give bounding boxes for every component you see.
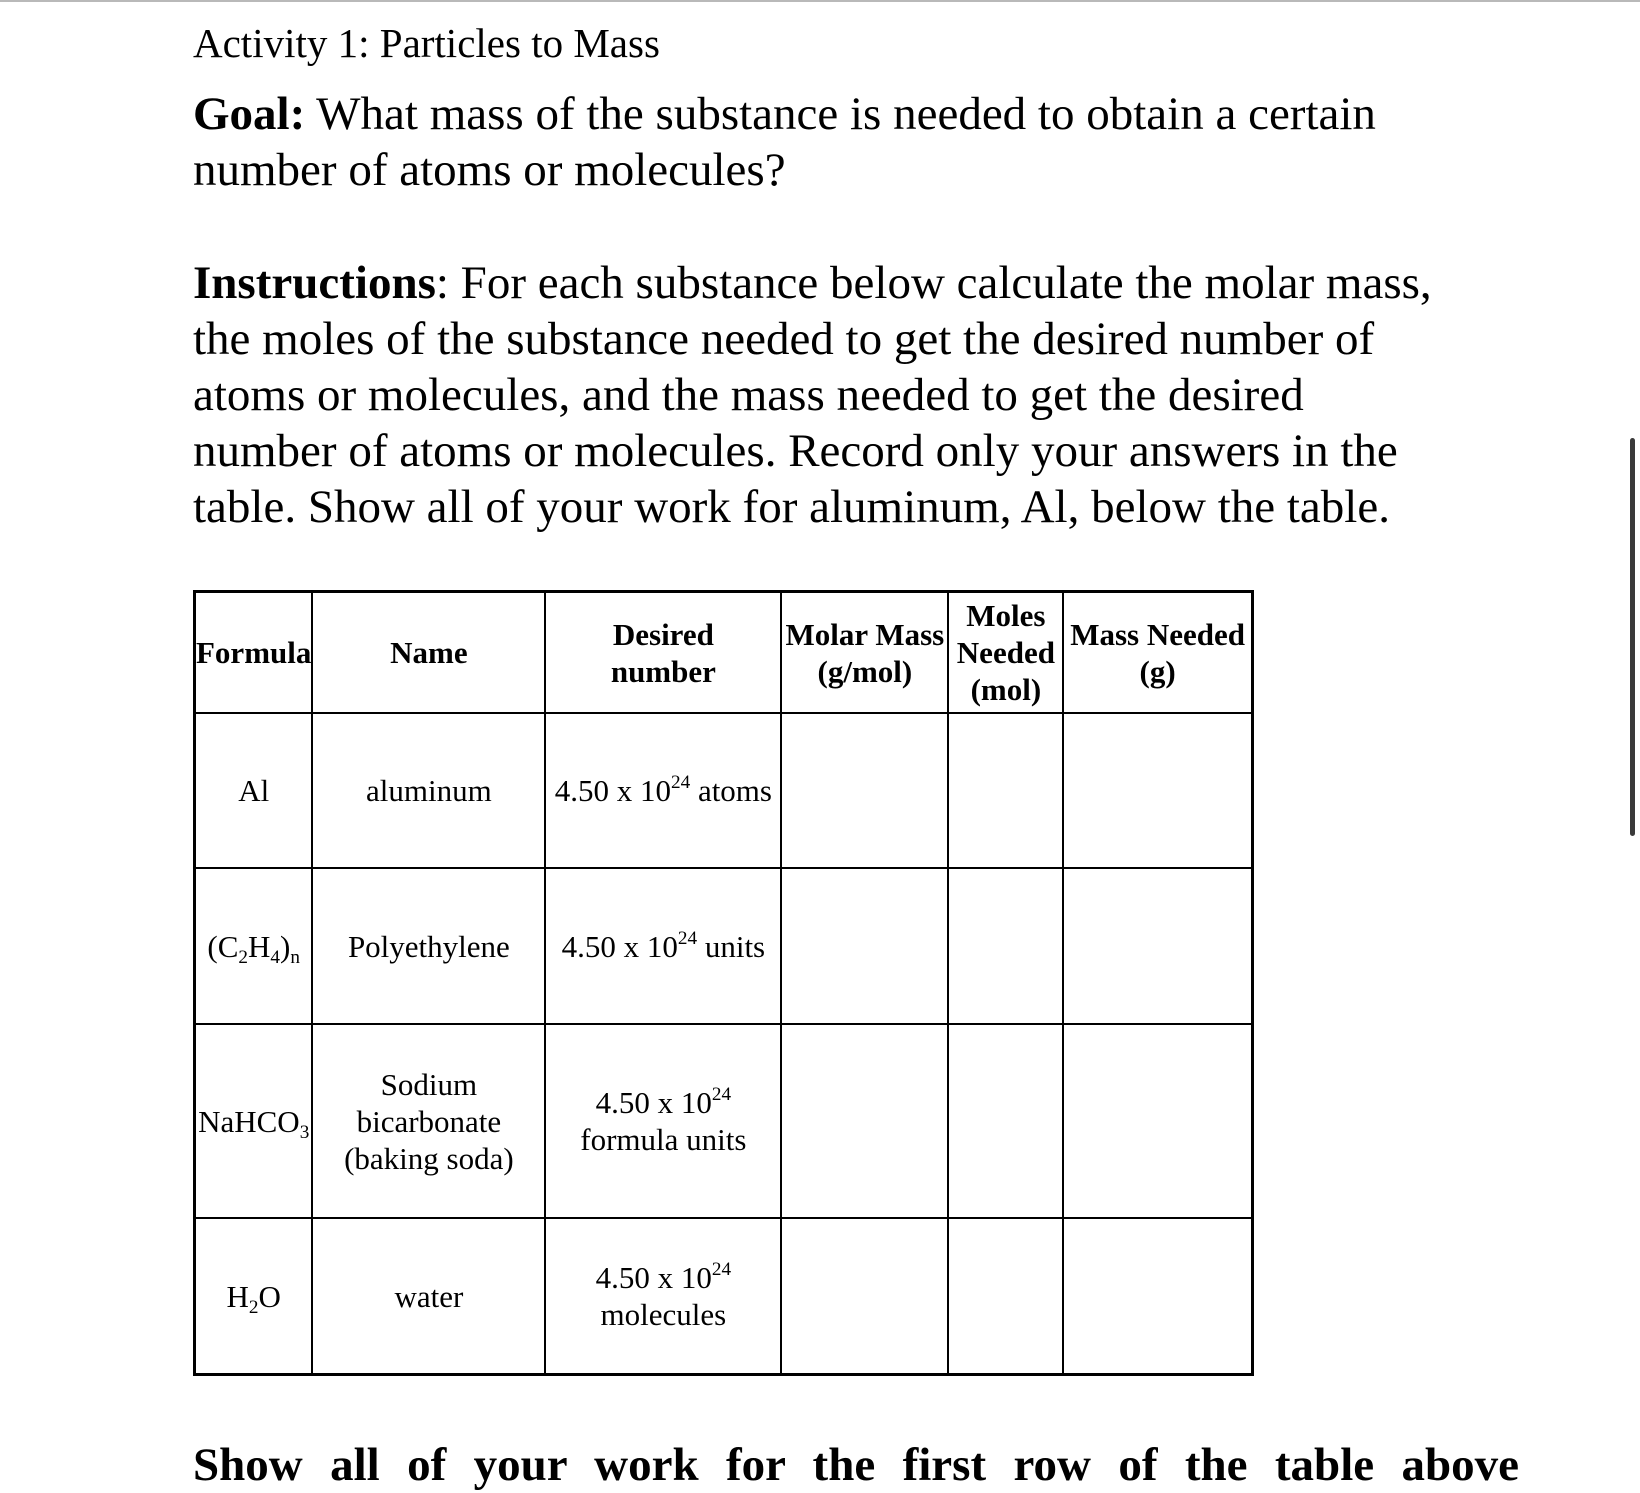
- cell-mass-needed-input[interactable]: [1063, 1218, 1252, 1375]
- instructions-label: Instructions: [193, 257, 436, 309]
- cell-mass-needed-input[interactable]: [1063, 868, 1252, 1024]
- header-mass-needed: Mass Needed (g): [1063, 592, 1252, 714]
- show-work-instruction: Show all of your work for the first row of the table above: [193, 1439, 1519, 1491]
- cell-molar-mass-input[interactable]: [781, 1024, 948, 1218]
- cell-moles-needed-input[interactable]: [948, 1024, 1063, 1218]
- table-row-sodium-bicarbonate: [195, 1024, 1253, 1218]
- header-moles-needed: Moles Needed (mol): [948, 592, 1063, 714]
- cell-formula: $H_2O$: [195, 1218, 313, 1375]
- particles-to-mass-table: [193, 590, 1254, 1376]
- table-row-water: [195, 1218, 1253, 1375]
- table-header-row: [195, 592, 1253, 714]
- header-formula: Formula: [195, 592, 313, 714]
- table-row-aluminum: [195, 713, 1253, 868]
- cell-molar-mass-input[interactable]: [781, 1218, 948, 1375]
- header-desired-number: Desired number: [545, 592, 781, 714]
- cell-name: Polyethylene: [312, 868, 545, 1024]
- cell-molar-mass-input[interactable]: [781, 713, 948, 868]
- cell-desired-number: 4.50 x $10^{24}$ units: [545, 868, 781, 1024]
- table-row-polyethylene: [195, 868, 1253, 1024]
- cell-formula: NaHCO$_3$: [195, 1024, 313, 1218]
- cell-name: Sodium bicarbonate (baking soda): [312, 1024, 545, 1218]
- cell-desired-number: 4.50 x $10^{24}$ formula units: [545, 1024, 781, 1218]
- cell-name: water: [312, 1218, 545, 1375]
- cell-mass-needed-input[interactable]: [1063, 713, 1252, 868]
- top-border-line: [0, 0, 1640, 2]
- cell-formula: Al: [195, 713, 313, 868]
- cell-moles-needed-input[interactable]: [948, 713, 1063, 868]
- cell-moles-needed-input[interactable]: [948, 868, 1063, 1024]
- cell-moles-needed-input[interactable]: [948, 1218, 1063, 1375]
- cell-mass-needed-input[interactable]: [1063, 1024, 1252, 1218]
- instructions-paragraph: [193, 255, 1453, 535]
- cell-formula: $(C_2H_4)_n$: [195, 868, 313, 1024]
- instructions-text: : For each substance below calculate the molar mass, the moles of the substance needed to get the desired number of atoms or molecules, and the mass needed to get the desired number of atoms or molecules. Record only your answers in the table. Show all of your work for aluminum, Al, below the table.: [193, 257, 1432, 533]
- goal-label: Goal:: [193, 88, 306, 140]
- goal-paragraph: [193, 86, 1453, 198]
- goal-text: What mass of the substance is needed to obtain a certain number of atoms or molecules?: [193, 88, 1376, 196]
- cell-desired-number: 4.50 x $10^{24}$ molecules: [545, 1218, 781, 1375]
- activity-title: Activity 1: Particles to Mass: [193, 20, 660, 66]
- cell-desired-number: 4.50 x $10^{24}$ atoms: [545, 713, 781, 868]
- cell-name: aluminum: [312, 713, 545, 868]
- vertical-scrollbar[interactable]: [1630, 438, 1635, 836]
- header-name: Name: [312, 592, 545, 714]
- cell-molar-mass-input[interactable]: [781, 868, 948, 1024]
- header-molar-mass: Molar Mass (g/mol): [781, 592, 948, 714]
